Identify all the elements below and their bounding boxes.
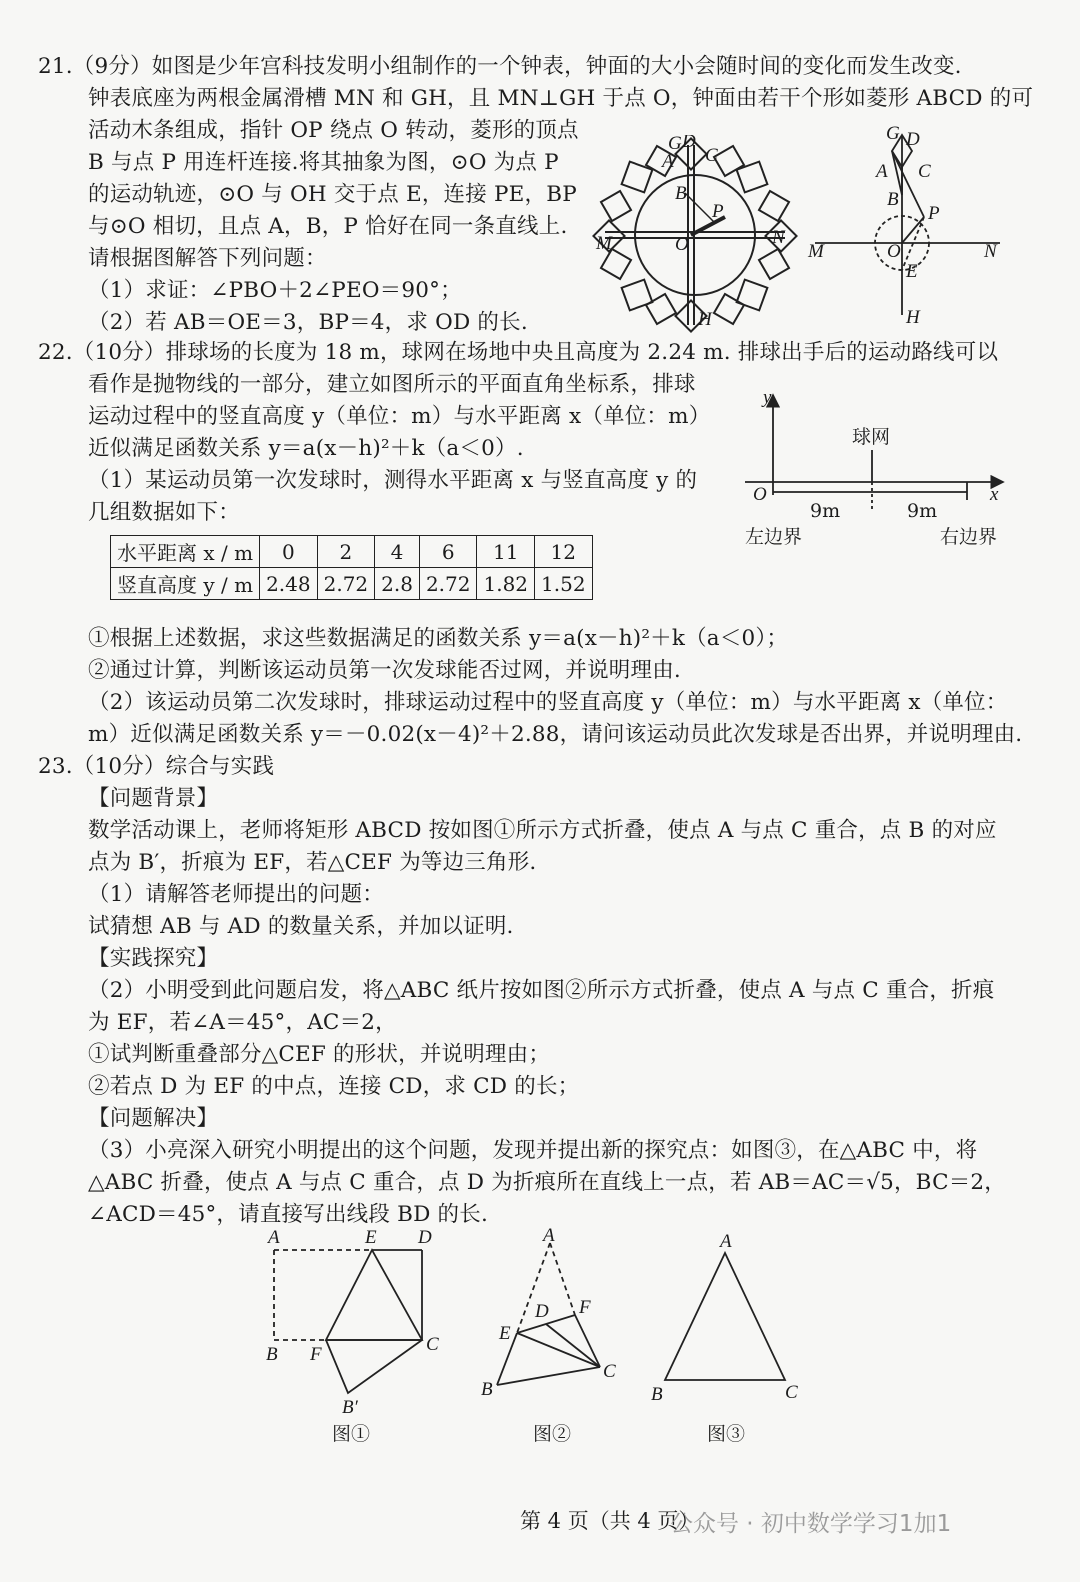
table-row [111, 568, 593, 600]
fig1-label-Bp: B′ [342, 1397, 358, 1418]
clock-label-A: A [662, 151, 674, 172]
fig2-label-E: E [499, 1323, 511, 1344]
table-cell: 11 [477, 536, 535, 568]
fig3-label-B: B [651, 1384, 663, 1405]
q21-line-5: 的运动轨迹，⊙O 与 OH 交于点 E，连接 PE，BP [88, 182, 577, 207]
q21-line-6: 与⊙O 相切，且点 A，B，P 恰好在同一条直线上. [88, 214, 568, 239]
q21-line-8: （1）求证：∠PBO＋2∠PEO＝90°； [88, 278, 462, 303]
q21-line-3: 活动木条组成，指针 OP 绕点 O 转动，菱形的顶点 [88, 118, 579, 143]
table-cell: 2.72 [317, 568, 375, 600]
fig1-label-E: E [365, 1227, 377, 1248]
q23-line-12: 【问题解决】 [88, 1106, 219, 1131]
clock-label-P: P [712, 201, 724, 222]
q22-line-6: 几组数据如下： [88, 500, 240, 525]
table-row [111, 536, 593, 568]
q22-line-3: 运动过程中的竖直高度 y（单位：m）与水平距离 x（单位：m） [88, 404, 711, 429]
fig3-label-C: C [785, 1382, 798, 1403]
q23-figure-3 [645, 1225, 815, 1450]
q21-line-7: 请根据图解答下列问题： [88, 246, 327, 271]
q22-after-line-3: （2）该运动员第二次发球时，排球运动过程中的竖直高度 y（单位：m）与水平距离 x（单位： [88, 690, 1008, 715]
q21-abstract-figure [800, 125, 1010, 330]
q23-line-1: 23.（10分）综合与实践 [38, 754, 275, 779]
fig2-label-C: C [603, 1361, 616, 1382]
watermark: 公众号 · 初中数学学习1加1 [670, 1511, 952, 1537]
abs-label-N: N [984, 241, 997, 262]
q23-line-13: （3）小亮深入研究小明提出的这个问题，发现并提出新的探究点：如图③，在△ABC 中，将 [88, 1138, 978, 1163]
q23-line-14: △ABC 折叠，使点 A 与点 C 重合，点 D 为折痕所在直线上一点，若 AB＝AC＝√5，BC＝2， [88, 1170, 1007, 1195]
abs-label-G: G [886, 125, 900, 144]
abs-label-O: O [887, 241, 901, 262]
q23-line-3: 数学活动课上，老师将矩形 ABCD 按如图①所示方式折叠，使点 A 与点 C 重合，点 B 的对应 [88, 818, 997, 843]
table-cell: 2.8 [375, 568, 420, 600]
fig3-label-A: A [720, 1231, 732, 1252]
q22-line-5: （1）某运动员第一次发球时，测得水平距离 x 与竖直高度 y 的 [88, 468, 698, 493]
q22-after-line-4: m）近似满足函数关系 y＝－0.02(x－4)²＋2.88，请问该运动员此次发球是否出界，并说明理由. [88, 722, 1023, 747]
fig1-label-D: D [418, 1227, 432, 1248]
q21-line-4: B 与点 P 用连杆连接.将其抽象为图，⊙O 为点 P [88, 150, 559, 175]
fig3-caption: 图③ [707, 1423, 746, 1445]
q22-after-line-1: ①根据上述数据，求这些数据满足的函数关系 y＝a(x－h)²＋k（a＜0）； [88, 626, 789, 651]
q22-line-1: 22.（10分）排球场的长度为 18 m，球网在场地中央且高度为 2.24 m. 排球出手后的运动路线可以 [38, 340, 999, 365]
q23-line-9: 为 EF，若∠A＝45°，AC＝2， [88, 1010, 397, 1035]
table-cell: 6 [419, 536, 477, 568]
court-label-left-len: 9m [810, 500, 841, 522]
q21-line-1: 21.（9分）如图是少年宫科技发明小组制作的一个钟表，钟面的大小会随时间的变化而发生改变. [38, 54, 962, 79]
q22-after-line-2: ②通过计算，判断该运动员第一次发球能否过网，并说明理由. [88, 658, 681, 683]
table-cell: 0 [260, 536, 318, 568]
abs-label-D: D [906, 129, 920, 150]
fig2-label-A: A [543, 1225, 555, 1246]
clock-label-H: H [698, 309, 712, 330]
fig2-label-B: B [481, 1379, 493, 1400]
abs-label-B: B [887, 189, 899, 210]
table-cell: 2 [317, 536, 375, 568]
clock-label-M: M [596, 233, 612, 254]
q23-line-2: 【问题背景】 [88, 786, 219, 811]
abs-label-C: C [918, 161, 931, 182]
court-label-left-bound: 左边界 [745, 526, 803, 548]
q22-line-4: 近似满足函数关系 y＝a(x－h)²＋k（a＜0）. [88, 436, 524, 461]
q23-figure-2 [475, 1225, 635, 1450]
court-label-net: 球网 [852, 426, 891, 448]
clock-label-N: N [772, 227, 785, 248]
court-label-right-len: 9m [907, 500, 938, 522]
clock-label-D: D [682, 135, 696, 152]
abs-label-A: A [876, 161, 888, 182]
q23-line-6: 试猜想 AB 与 AD 的数量关系，并加以证明. [88, 914, 514, 939]
fig1-label-A: A [268, 1227, 280, 1248]
q23-line-4: 点为 B′，折痕为 EF，若△CEF 为等边三角形. [88, 850, 537, 875]
q23-line-5: （1）请解答老师提出的问题： [88, 882, 384, 907]
fig1-caption: 图① [332, 1423, 371, 1445]
table-cell: 2.48 [260, 568, 318, 600]
abs-label-P: P [928, 203, 940, 224]
table-cell: 1.52 [535, 568, 593, 600]
clock-label-C: C [705, 145, 718, 166]
q23-line-11: ②若点 D 为 EF 的中点，连接 CD，求 CD 的长； [88, 1074, 580, 1099]
fig1-label-B: B [266, 1344, 278, 1365]
clock-label-B: B [675, 183, 687, 204]
q22-line-2: 看作是抛物线的一部分，建立如图所示的平面直角坐标系，排球 [88, 372, 696, 397]
q23-line-10: ①试判断重叠部分△CEF 的形状，并说明理由； [88, 1042, 551, 1067]
fig1-label-F: F [310, 1344, 322, 1365]
table-cell: 12 [535, 536, 593, 568]
page-footer: 第 4 页（共 4 页） [520, 1509, 700, 1533]
q23-line-15: ∠ACD＝45°，请直接写出线段 BD 的长. [88, 1202, 488, 1227]
court-label-x: x [990, 484, 999, 505]
court-label-right-bound: 右边界 [940, 526, 998, 548]
court-label-y: y [763, 387, 772, 408]
q21-line-9: （2）若 AB＝OE＝3，BP＝4，求 OD 的长. [88, 310, 528, 335]
clock-label-G: G [668, 135, 682, 154]
abs-label-E: E [906, 261, 918, 282]
q23-line-7: 【实践探究】 [88, 946, 219, 971]
q22-data-table [110, 535, 593, 600]
q23-line-8: （2）小明受到此问题启发，将△ABC 纸片按如图②所示方式折叠，使点 A 与点 C 重合，折痕 [88, 978, 995, 1003]
table-cell: 2.72 [419, 568, 477, 600]
abs-label-M: M [808, 241, 824, 262]
fig1-label-C: C [426, 1334, 439, 1355]
fig2-caption: 图② [533, 1423, 572, 1445]
table-header-y: 竖直高度 y / m [111, 568, 260, 600]
q23-figure-1 [260, 1225, 460, 1450]
q21-clock-figure [590, 135, 800, 335]
q22-court-figure [735, 385, 1020, 555]
table-cell: 4 [375, 536, 420, 568]
q21-line-2: 钟表底座为两根金属滑槽 MN 和 GH，且 MN⊥GH 于点 O，钟面由若干个形如菱形 ABCD 的可 [88, 86, 1034, 111]
clock-label-O: O [675, 234, 689, 255]
fig2-label-F: F [579, 1297, 591, 1318]
abs-label-H: H [906, 307, 920, 328]
court-label-O: O [753, 484, 767, 505]
table-header-x: 水平距离 x / m [111, 536, 260, 568]
table-cell: 1.82 [477, 568, 535, 600]
fig2-label-D: D [535, 1301, 549, 1322]
